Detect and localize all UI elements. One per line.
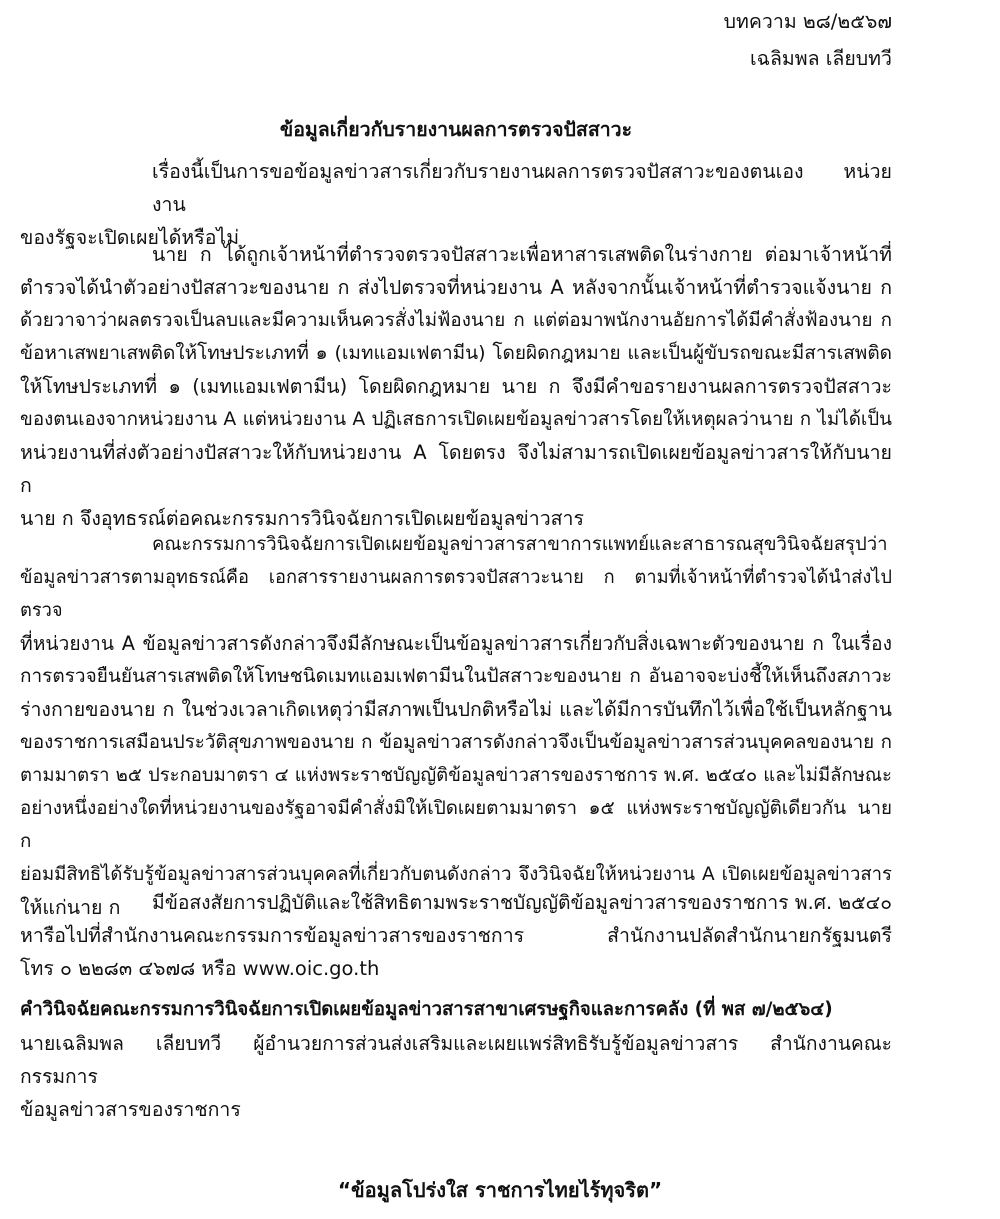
text-line: นาย ก จึงอุทธรณ์ต่อคณะกรรมการวินิจฉัยการเปิดเผยข้อมูลข่าวสาร (20, 507, 584, 530)
text-line: หารือไปที่สำนักงานคณะกรรมการข้อมูลข่าวสารของราชการ สำนักงานปลัดสำนักนายกรัฐมนตรี (20, 924, 892, 947)
document-title: ข้อมูลเกี่ยวกับรายงานผลการตรวจปัสสาวะ (279, 118, 633, 141)
contact-paragraph (20, 886, 892, 985)
text-line: ของตนเองจากหน่วยงาน A แต่หน่วยงาน A ปฏิเสธการเปิดเผยข้อมูลข่าวสารโดยให้เหตุผลว่านาย ก ไม่ได้เป็น (20, 409, 892, 430)
document-page (20, 0, 892, 1219)
text-line: ให้แก่นาย ก (20, 896, 121, 919)
facts-paragraph (20, 238, 892, 535)
text-line: ข้อมูลข่าวสารตามอุทธรณ์คือ เอกสารรายงานผลการตรวจปัสสาวะนาย ก ตามที่เจ้าหน้าที่ตำรวจได้นำส่งไปตรวจ (20, 567, 892, 621)
text-line: ของราชการเสมือนประวัติสุขภาพของนาย ก ข้อมูลข่าวสารดังกล่าวจึงเป็นข้อมูลข่าวสารส่วนบุคคลของนาย ก (20, 732, 892, 753)
text-line: ด้วยวาจาว่าผลตรวจเป็นลบและมีความเห็นควรสั่งไม่ฟ้องนาย ก แต่ต่อมาพนักงานอัยการได้มีคำสั่งฟ้องนาย ก (20, 310, 892, 331)
text-line: นายเฉลิมพล เลียบทวี ผู้อำนวยการส่วนส่งเสริมและเผยแพร่สิทธิรับรู้ข้อมูลข่าวสาร สำนักงานคณะกรรมการ (20, 1032, 892, 1088)
author-title-paragraph (20, 1027, 892, 1126)
text-line: ตำรวจได้นำตัวอย่างปัสสาวะของนาย ก ส่งไปตรวจที่หน่วยงาน A หลังจากนั้นเจ้าหน้าที่ตำรวจแจ้งนาย ก (20, 276, 892, 299)
text-line: มีข้อสงสัยการปฏิบัติและใช้สิทธิตามพระราชบัญญัติข้อมูลข่าวสารของราชการ พ.ศ. ๒๕๔๐ (152, 891, 892, 914)
decision-reference: คำวินิจฉัยคณะกรรมการวินิจฉัยการเปิดเผยข้อมูลข่าวสารสาขาเศรษฐกิจและการคลัง (ที่ พส ๗/๒๕๖๔) (20, 999, 833, 1020)
text-line: เรื่องนี้เป็นการขอข้อมูลข่าวสารเกี่ยวกับรายงานผลการตรวจปัสสาวะของตนเอง หน่วยงาน (152, 160, 892, 216)
text-line: อย่างหนึ่งอย่างใดที่หน่วยงานของรัฐอาจมีคำสั่งมิให้เปิดเผยตามมาตรา ๑๕ แห่งพระราชบัญญัติเดียวกัน นาย ก (20, 798, 892, 852)
text-line: หน่วยงานที่ส่งตัวอย่างปัสสาวะให้กับหน่วยงาน A โดยตรง จึงไม่สามารถเปิดเผยข้อมูลข่าวสารให้กับนาย ก (20, 441, 892, 497)
text-line: ร่างกายของนาย ก ในช่วงเวลาเกิดเหตุว่ามีสภาพเป็นปกติหรือไม่ และได้มีการบันทึกไว้เพื่อใช้เป็นหลักฐาน (20, 698, 892, 721)
text-line: ตามมาตรา ๒๕ ประกอบมาตรา ๔ แห่งพระราชบัญญัติข้อมูลข่าวสารของราชการ พ.ศ. ๒๕๔๐ และไม่มีลักษณะ (20, 765, 892, 786)
text-line: การตรวจยืนยันสารเสพติดให้โทษชนิดเมทแอมเฟตามีนในปัสสาวะของนาย ก อันอาจจะบ่งชี้ให้เห็นถึงสภาวะ (20, 665, 892, 687)
text-line: โทร ๐ ๒๒๘๓ ๔๖๗๘ หรือ www.oic.go.th (20, 957, 380, 980)
text-line: ข้อหาเสพยาเสพติดให้โทษประเภทที่ ๑ (เมทแอมเฟตามีน) โดยผิดกฎหมาย และเป็นผู้ขับรถขณะมีสารเสพติด (20, 342, 892, 364)
text-line: ให้โทษประเภทที่ ๑ (เมทแอมเฟตามีน) โดยผิดกฎหมาย นาย ก จึงมีคำขอรายงานผลการตรวจปัสสาวะ (20, 375, 892, 398)
text-line: ย่อมมีสิทธิได้รับรู้ข้อมูลข่าวสารส่วนบุคคลที่เกี่ยวกับตนดังกล่าว จึงวินิจฉัยให้หน่วยงาน A เปิดเผยข้อมูลข่าวสาร (20, 864, 892, 885)
text-line: คณะกรรมการวินิจฉัยการเปิดเผยข้อมูลข่าวสารสาขาการแพทย์และสาธารณสุขวินิจฉัยสรุปว่า (152, 534, 888, 555)
text-line: ของรัฐจะเปิดเผยได้หรือไม่ (20, 226, 240, 249)
author-name: เฉลิมพล เลียบทวี (750, 47, 892, 70)
decision-paragraph (20, 528, 892, 924)
slogan: “ข้อมูลโปร่งใส ราชการไทยไร้ทุจริต” (337, 1178, 663, 1202)
text-line: ที่หน่วยงาน A ข้อมูลข่าวสารดังกล่าวจึงมีลักษณะเป็นข้อมูลข่าวสารเกี่ยวกับสิ่งเฉพาะตัวของนาย ก ในเรื่อง (20, 632, 892, 655)
text-line: นาย ก ได้ถูกเจ้าหน้าที่ตำรวจตรวจปัสสาวะเพื่อหาสารเสพติดในร่างกาย ต่อมาเจ้าหน้าที่ (152, 243, 892, 266)
article-number: บทความ ๒๘/๒๕๖๗ (723, 10, 892, 33)
text-line: ข้อมูลข่าวสารของราชการ (20, 1098, 241, 1121)
